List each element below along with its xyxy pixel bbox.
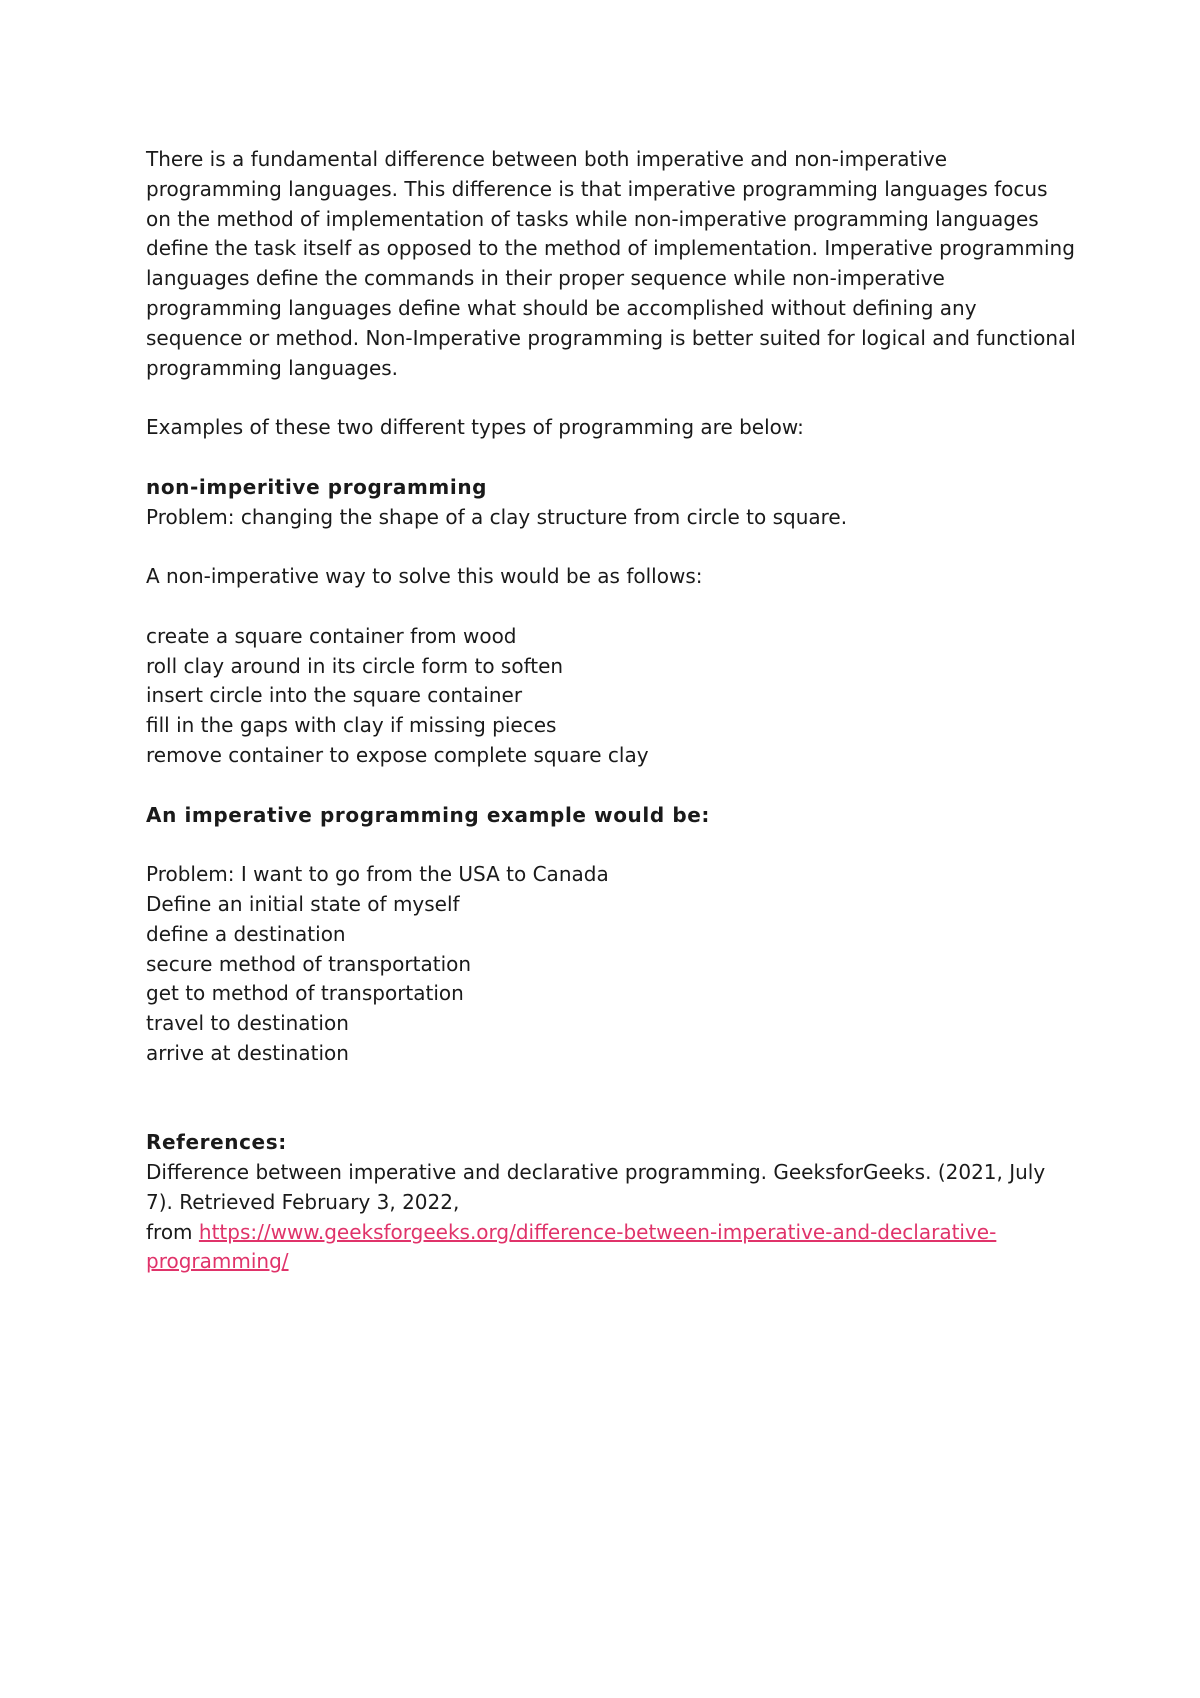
examples-intro: Examples of these two different types of programming are below:	[146, 415, 804, 440]
imperative-step: arrive at destination	[146, 1040, 349, 1065]
imperative-step: define a destination	[146, 921, 346, 946]
imperative-step: Define an initial state of myself	[146, 891, 460, 916]
imperative-step: secure method of transportation	[146, 951, 472, 976]
references-heading: References:	[146, 1130, 287, 1155]
reference-link[interactable]: https://www.geeksforgeeks.org/difference-between-imperative-and-declarative-programming/	[146, 1219, 997, 1274]
reference-from-label: from	[146, 1219, 193, 1244]
reference-citation: Difference between imperative and declarative programming. GeeksforGeeks. (2021, July 7). Retrieved February 3, 2022,	[146, 1160, 1046, 1214]
intro-paragraph: There is a fundamental difference between both imperative and non-imperative programming languages. This difference is that imperative programming languages focus on the method of implementation of tasks while non-imperative programming languages define the task itself as opposed to the method of implementation. Imperative programming languages define the commands in their proper sequence while non-imperative programming languages define what should be accomplished without defining any sequence or method. Non-Imperative programming is better suited for logical and functional programming languages.	[146, 147, 1076, 380]
non-imperative-step: fill in the gaps with clay if missing pieces	[146, 713, 557, 738]
non-imperative-step: roll clay around in its circle form to soften	[146, 653, 564, 678]
reference-source	[146, 1218, 1076, 1278]
imperative-problem: Problem: I want to go from the USA to Canada	[146, 862, 609, 887]
non-imperative-step: create a square container from wood	[146, 623, 517, 648]
imperative-step: travel to destination	[146, 1011, 349, 1036]
non-imperative-problem: Problem: changing the shape of a clay structure from circle to square.	[146, 504, 848, 529]
imperative-step: get to method of transportation	[146, 981, 464, 1006]
document-page	[146, 145, 1076, 1277]
non-imperative-step: remove container to expose complete square clay	[146, 742, 649, 767]
non-imperative-heading: non-imperitive programming	[146, 474, 488, 499]
imperative-heading: An imperative programming example would be:	[146, 802, 711, 827]
non-imperative-step: insert circle into the square container	[146, 683, 523, 708]
non-imperative-way: A non-imperative way to solve this would be as follows:	[146, 564, 703, 589]
